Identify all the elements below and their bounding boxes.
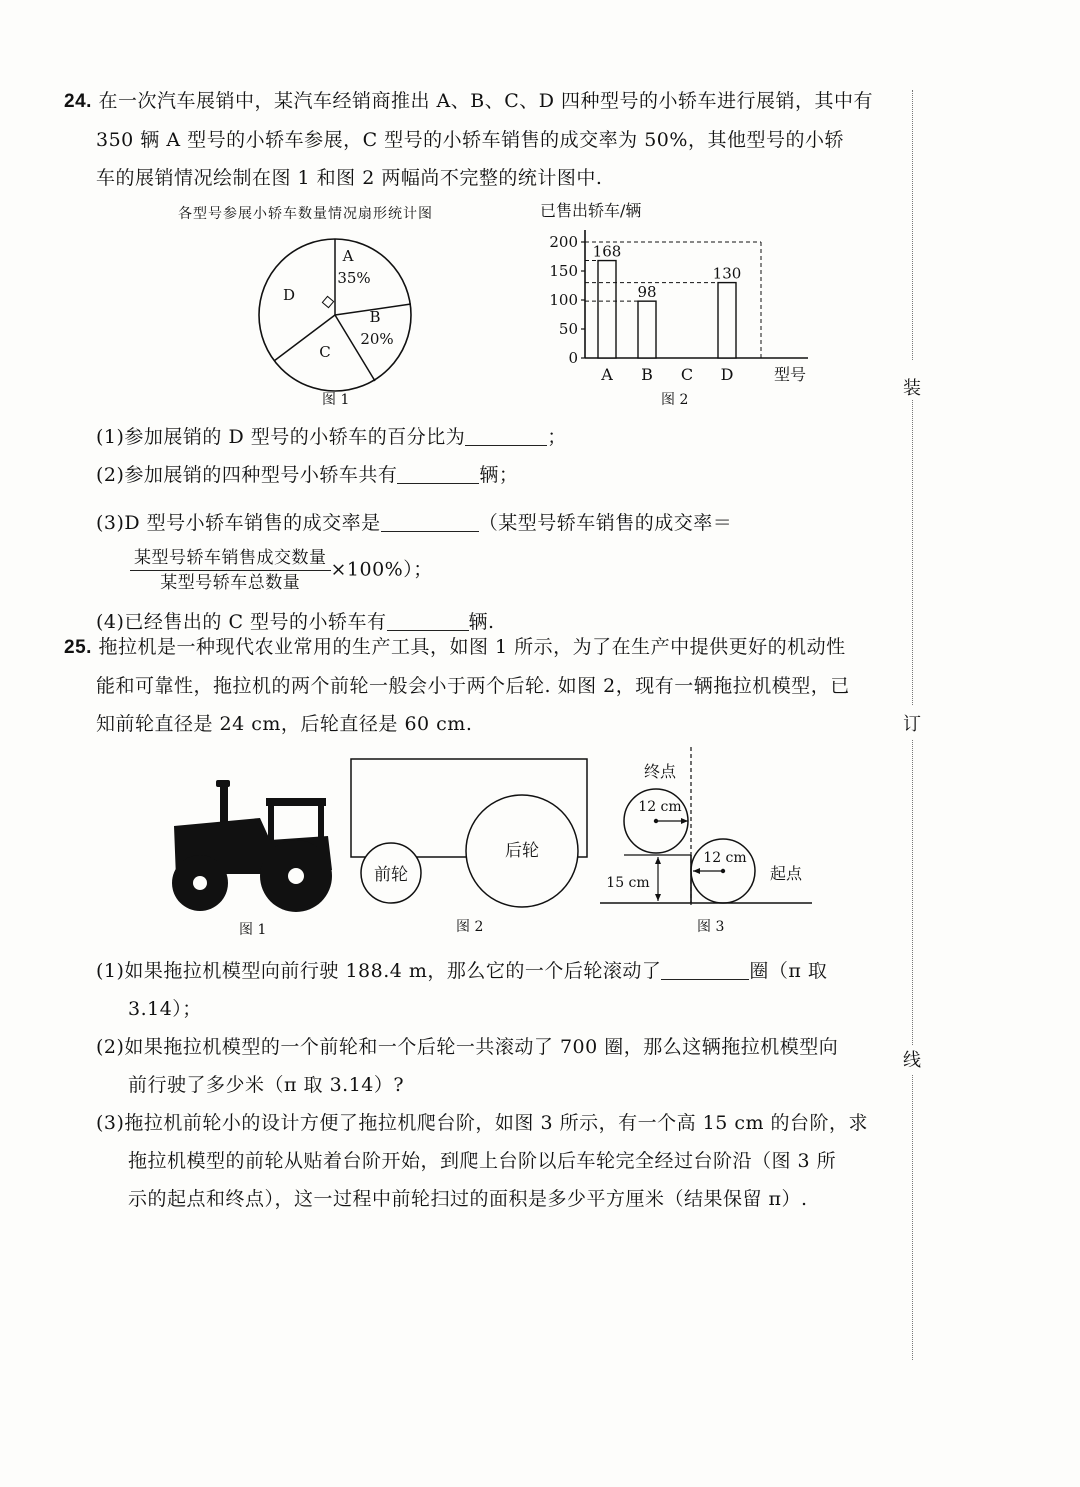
arrow-head [655,894,661,901]
fraction-suffix: ×100%）； [330,558,433,581]
q25-question-1: (1)如果拖拉机模型向前行驶 188.4 m，那么它的一个后轮滚动了 圈（π 取 [96,952,896,990]
binding-label-xian: 线 [903,1050,921,1071]
center-dot [654,819,658,823]
step-diagram [596,745,816,915]
q24-question-3: (3)D 型号小轿车销售的成交率是 （某型号轿车销售的成交率＝ [96,504,896,542]
y-tick-label: 200 [549,233,578,251]
q24-question-1: (1)参加展销的 D 型号的小轿车的百分比为 ； [96,418,896,456]
q25-intro-line-3: 知前轮直径是 24 cm，后轮直径是 60 cm. [96,713,473,735]
bar-data-label-b: 98 [637,283,657,302]
q24-intro-line-3: 车的展销情况绘制在图 1 和图 2 两幅尚不完整的统计图中. [96,167,603,189]
q24-questions [96,418,896,641]
q25-question-3-cont: 示的起点和终点），这一过程中前轮扫过的面积是多少平方厘米（结果保留 π）. [128,1188,808,1210]
q24-fraction-line [130,546,896,595]
bar-d [718,283,736,358]
arrow-head [693,868,700,874]
y-tick-label: 50 [558,320,578,338]
fraction-numerator: 某型号轿车销售成交数量 [130,546,331,571]
x-category-label-b: B [641,365,653,384]
tractor-model-diagram [348,755,593,915]
pie-label-b: B [369,308,381,326]
answer-blank[interactable] [397,461,479,484]
front-wheel-label: 前轮 [374,865,408,885]
q25-intro-line-1: 拖拉机是一种现代农业常用的生产工具，如图 1 所示，为了在生产中提供更好的机动性 [98,636,846,658]
q24-question-2: (2)参加展销的四种型号小轿车共有 辆； [96,456,896,494]
bar-caption: 图 2 [661,392,689,408]
y-tick-label: 100 [549,291,578,309]
pie-label-c: C [319,343,331,361]
fraction-denominator: 某型号轿车总数量 [160,573,301,593]
binding-label-zhuang: 装 [903,378,921,399]
start-point-label: 起点 [769,864,803,883]
q25-question-2-cont: 前行驶了多少米（π 取 3.14）? [128,1074,405,1096]
radius-label-start: 12 cm [703,850,747,866]
center-dot [721,869,725,873]
q25-number: 25. [64,637,92,658]
binding-dotted-line [912,400,913,705]
bar-xlabel: 型号 [773,365,807,384]
q24-intro-line-1: 在一次汽车展销中，某汽车经销商推出 A、B、C、D 四种型号的小轿车进行展销，其中有 [98,90,874,112]
bar-data-label-d: 130 [712,264,742,283]
success-rate-fraction [130,546,331,595]
answer-blank[interactable] [465,423,547,446]
answer-blank[interactable] [381,509,479,532]
q25-intro-line-2: 能和可靠性，拖拉机的两个前轮一般会小于两个后轮. 如图 2，现有一辆拖拉机模型，已 [96,675,850,697]
bar-data-label-a: 168 [592,242,622,261]
y-tick-label: 0 [568,349,578,367]
q24-intro-line-2: 350 辆 A 型号的小轿车参展，C 型号的小轿车销售的成交率为 50%，其他型号的小轿 [96,129,844,151]
binding-label-ding: 订 [903,714,921,735]
pie-percent-a: 35% [337,269,371,287]
binding-dotted-line [912,740,913,1045]
q25-question-2: (2)如果拖拉机模型的一个前轮和一个后轮一共滚动了 700 圈，那么这辆拖拉机模型向 [96,1036,839,1058]
q25-question-3: (3)拖拉机前轮小的设计方便了拖拉机爬台阶，如图 3 所示，有一个高 15 cm 的台阶，求 [96,1112,869,1134]
q24-number: 24. [64,91,92,112]
x-category-label-c: C [680,365,694,384]
rear-wheel-label: 后轮 [505,841,539,861]
x-category-label-a: A [601,365,613,384]
pie-chart [250,230,420,405]
pie-title: 各型号参展小轿车数量情况扇形统计图 [178,206,433,222]
pie-caption: 图 1 [322,392,350,408]
bar-b [638,301,656,358]
answer-blank[interactable] [661,957,749,980]
q24-intro [64,82,896,197]
step-height-label: 15 cm [606,875,650,891]
fig1-caption: 图 1 [239,922,267,938]
q25-questions [96,952,896,1218]
fig2-caption: 图 2 [456,919,484,935]
y-tick-label: 150 [549,262,578,280]
radius-label-end: 12 cm [638,799,682,815]
end-point-label: 终点 [643,762,677,781]
pie-label-d: D [282,286,296,304]
q25-question-3-cont: 拖拉机模型的前轮从贴着台阶开始，到爬上台阶以后车轮完全经过台阶沿（图 3 所 [128,1150,837,1172]
pie-percent-b: 20% [360,330,394,348]
fig3-caption: 图 3 [697,919,725,935]
pie-right-angle-mark [322,296,333,307]
x-category-label-d: D [720,365,734,384]
q25-intro [64,628,896,743]
pie-label-a: A [342,247,354,265]
tractor-silhouette [168,778,338,914]
bar-chart [540,222,820,387]
arrow-head [655,857,661,864]
q24-question-4: (4)已经售出的 C 型号的小轿车有 辆. [96,603,896,641]
binding-dotted-line [912,90,913,360]
binding-dotted-line [912,1075,913,1360]
bar-a [598,261,616,358]
arrow-head [681,818,688,824]
bar-ylabel: 已售出轿车/辆 [540,201,642,220]
q25-question-1-cont: 3.14）； [128,998,202,1020]
